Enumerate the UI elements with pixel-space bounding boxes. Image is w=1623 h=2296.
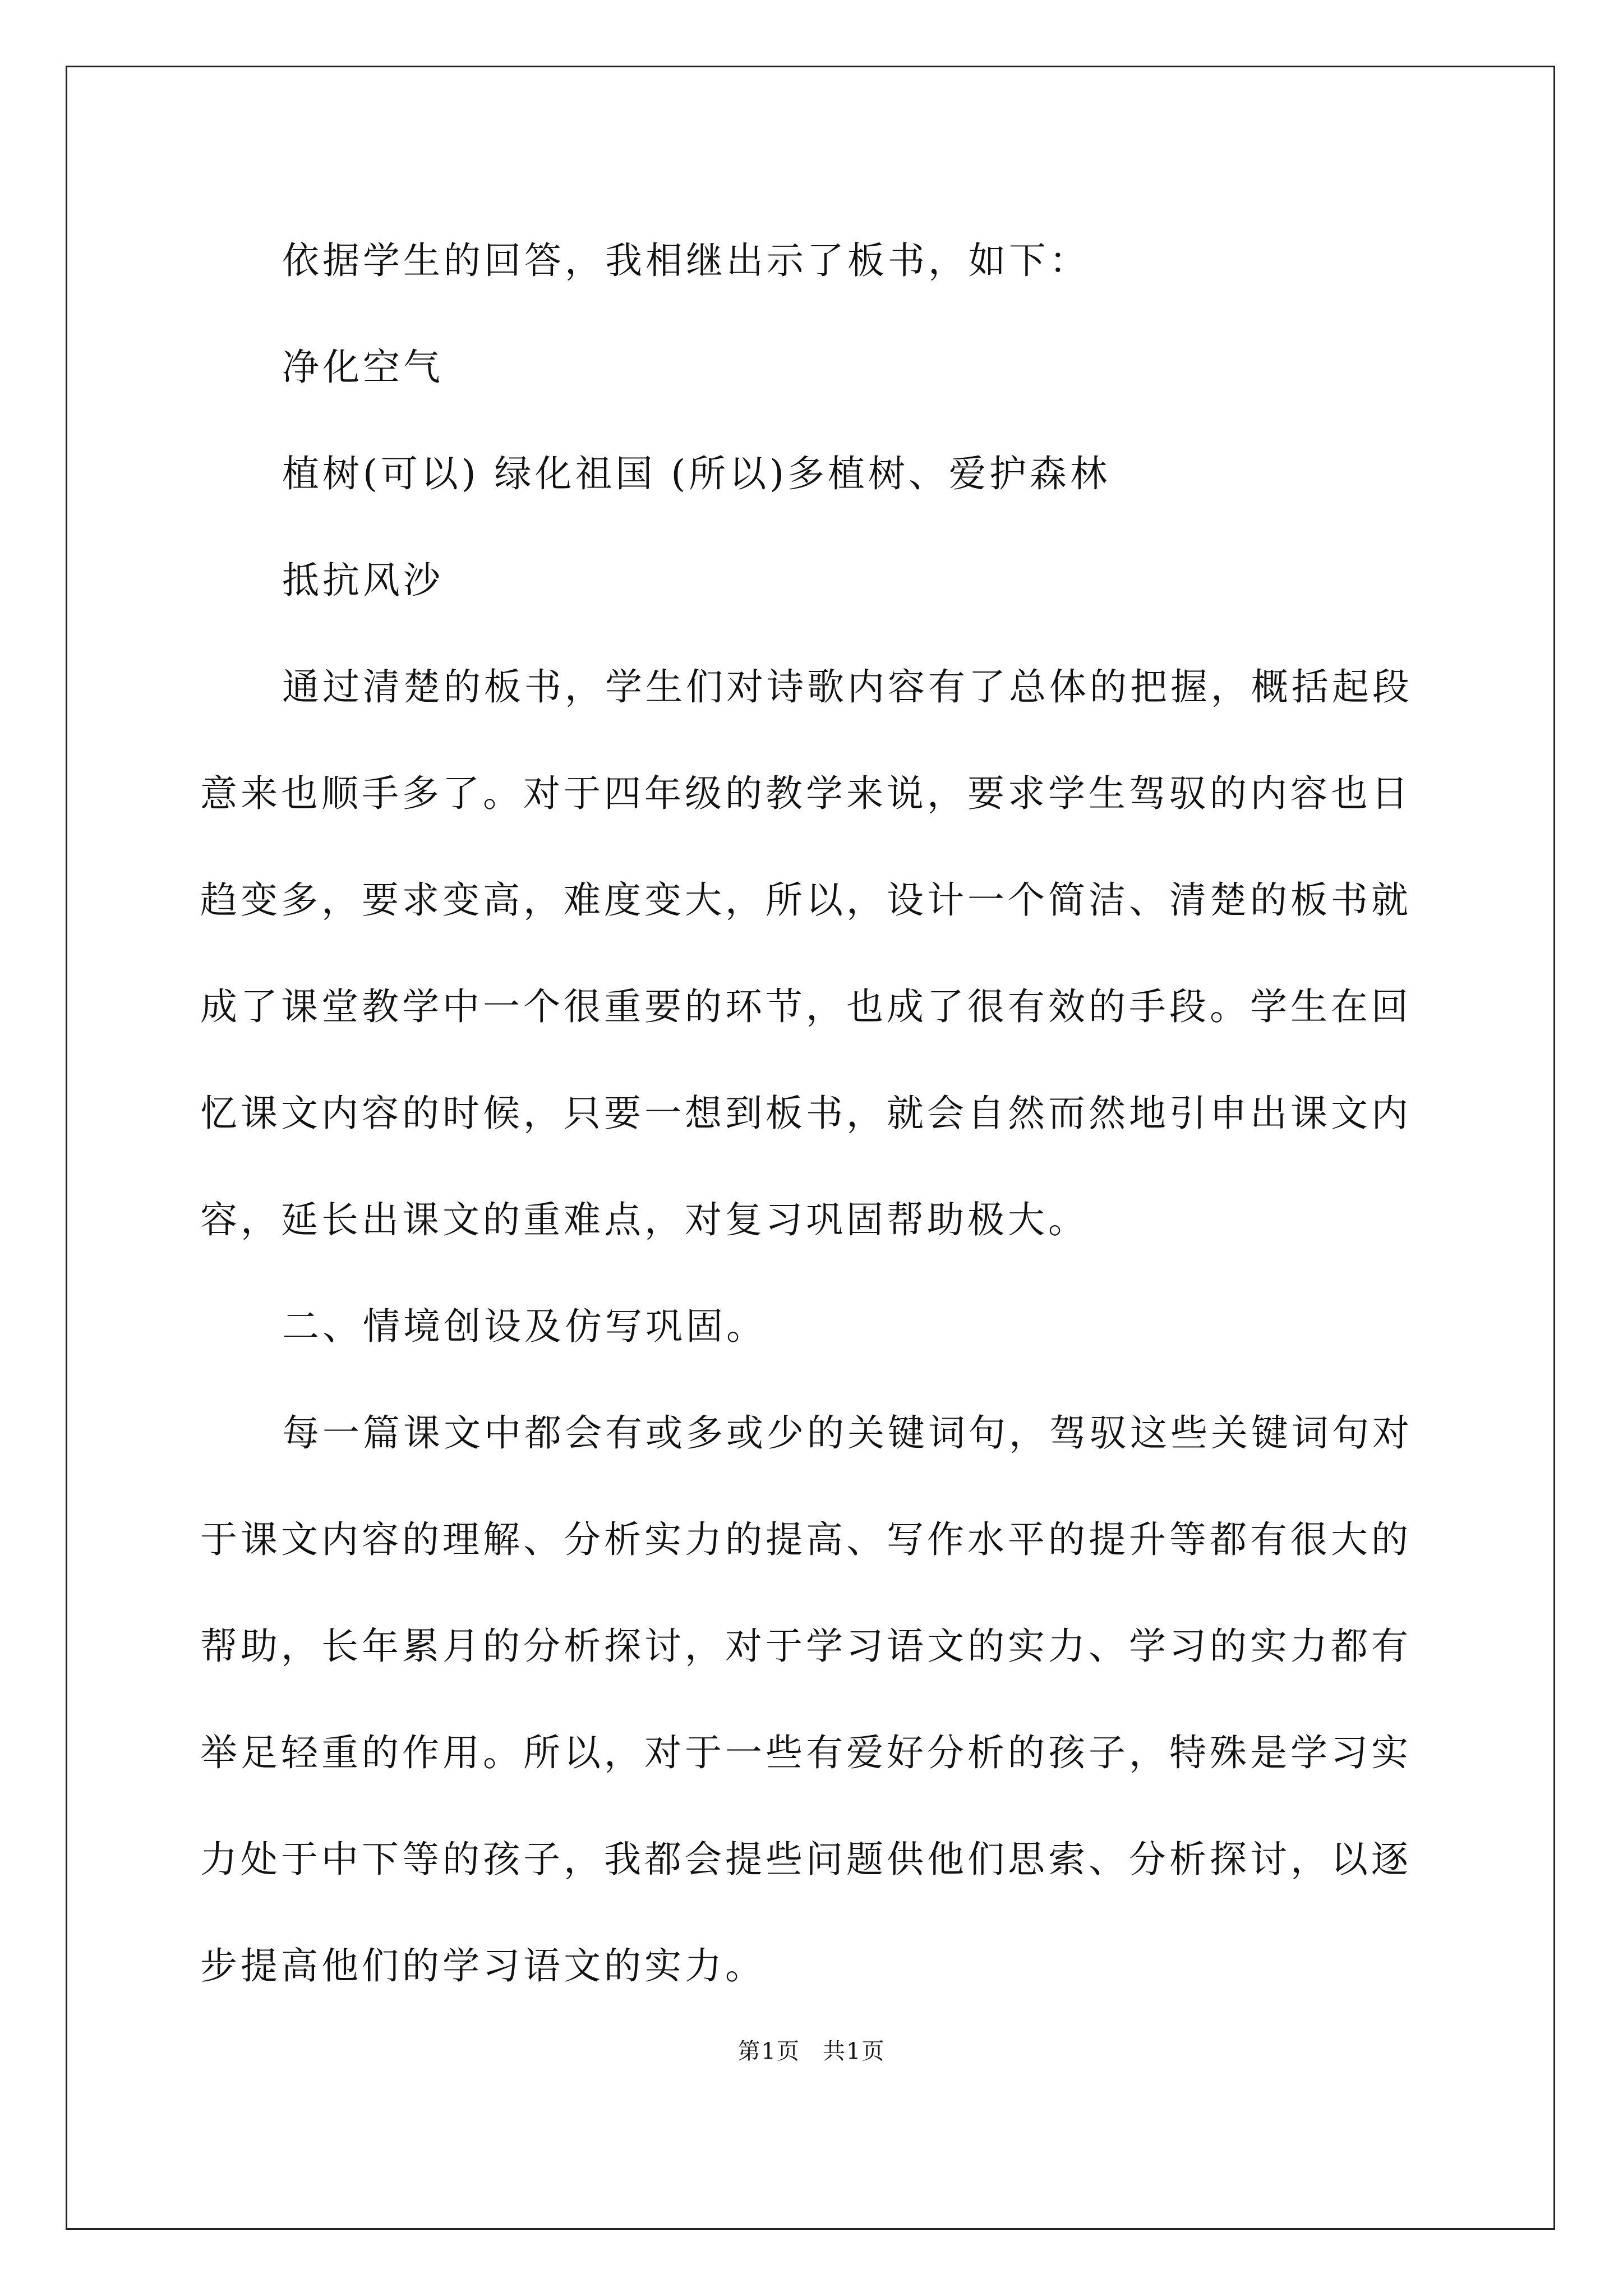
paragraph-line: 通过清楚的板书，学生们对诗歌内容有了总体的把握，概括起段 (282, 665, 1413, 708)
paragraph-line: 帮助，长年累月的分析探讨，对于学习语文的实力、学习的实力都有 (200, 1625, 1412, 1668)
board-note-line: 抵抗风沙 (282, 559, 444, 602)
paragraph-line: 举足轻重的作用。所以，对于一些有爱好分析的孩子，特殊是学习实 (200, 1731, 1412, 1774)
paragraph-line: 每一篇课文中都会有或多或少的关键词句，驾驭这些关键词句对 (282, 1411, 1413, 1455)
document-body (200, 208, 1428, 2019)
paragraph-line: 于课文内容的理解、分析实力的提高、写作水平的提升等都有很大的 (200, 1518, 1412, 1561)
paragraph-line: 容，延长出课文的重难点，对复习巩固帮助极大。 (200, 1198, 1089, 1241)
page-number-total: 共1页 (823, 2039, 886, 2064)
paragraph-line: 依据学生的回答，我相继出示了板书，如下： (282, 239, 1090, 282)
paragraph-line: 成了课堂教学中一个很重要的环节，也成了很有效的手段。学生在回 (200, 985, 1412, 1028)
paragraph-line: 忆课文内容的时候，只要一想到板书，就会自然而然地引申出课文内 (200, 1092, 1412, 1135)
board-note-line: 植树(可以) 绿化祖国 (所以)多植树、爱护森林 (282, 452, 1110, 495)
board-note-line: 净化空气 (282, 346, 444, 389)
paragraph-line: 意来也顺手多了。对于四年级的教学来说，要求学生驾驭的内容也日 (200, 772, 1412, 815)
paragraph-line: 步提高他们的学习语文的实力。 (200, 1944, 766, 1987)
paragraph-line: 趋变多，要求变高，难度变大，所以，设计一个简洁、清楚的板书就 (200, 878, 1412, 922)
page-number-current: 第1页 (737, 2039, 800, 2064)
paragraph-line: 力处于中下等的孩子，我都会提些问题供他们思索、分析探讨，以逐 (200, 1838, 1412, 1881)
page-footer (0, 2033, 1623, 2065)
section-heading: 二、情境创设及仿写巩固。 (282, 1305, 767, 1348)
